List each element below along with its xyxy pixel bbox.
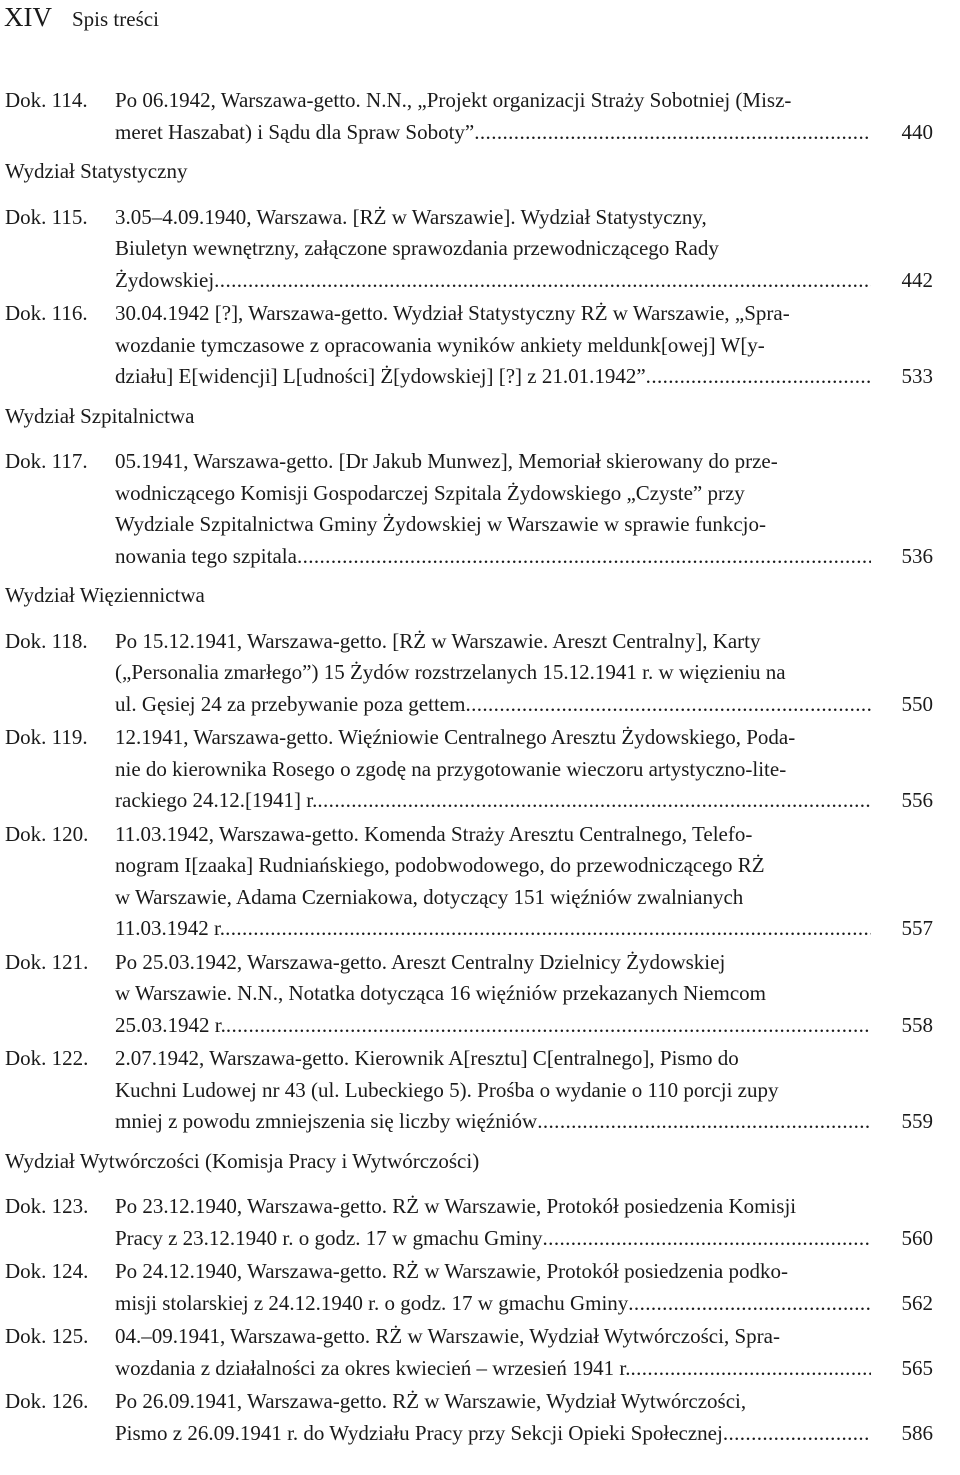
doc-number: Dok. 119.	[5, 725, 88, 749]
doc-number: Dok. 117.	[5, 449, 88, 473]
entry-line: Biuletyn wewnętrzny, załączone sprawozdania przewodniczącego Rady	[115, 236, 719, 260]
page-ref: 558	[901, 1012, 933, 1037]
toc-entry-126[interactable]	[5, 1386, 933, 1449]
page-ref: 565	[901, 1355, 933, 1380]
entry-line: Po 06.1942, Warszawa-getto. N.N., „Projekt organizacji Straży Sobotniej (Misz-	[115, 88, 792, 112]
toc-entry-125[interactable]	[5, 1321, 933, 1384]
toc-entry-115[interactable]	[5, 202, 933, 297]
page-ref: 557	[901, 916, 933, 940]
entry-last-line: wozdania z działalności za okres kwiecień – wrzesień 1941 r. .....	[115, 1353, 871, 1385]
entry-line: 12.1941, Warszawa-getto. Więźniowie Centralnego Aresztu Żydowskiego, Poda-	[115, 725, 796, 749]
doc-number: Dok. 118.	[5, 628, 88, 653]
page-ref: 560	[901, 1225, 933, 1250]
entry-line: 2.07.1942, Warszawa-getto. Kierownik A[resztu] C[entralnego], Pismo do	[115, 1046, 739, 1070]
entry-last-line: mniej z powodu zmniejszenia się liczby więźniów .....	[115, 1106, 871, 1138]
entry-line: 04.–09.1941, Warszawa-getto. RŻ w Warszawie, Wydział Wytwórczości, Spra-	[115, 1324, 780, 1348]
entry-line: wozdanie tymczasowe z opracowania wyników ankiety meldunk[owej] W[y-	[115, 332, 765, 357]
toc-entry-116[interactable]	[5, 298, 933, 393]
entry-body	[115, 819, 933, 945]
entry-body	[115, 626, 933, 721]
entry-line: 30.04.1942 [?], Warszawa-getto. Wydział Statystyczny RŻ w Warszawie, „Spra-	[115, 301, 790, 325]
entry-body	[115, 1386, 933, 1449]
entry-line: 11.03.1942, Warszawa-getto. Komenda Straży Aresztu Centralnego, Telefo-	[115, 821, 753, 846]
entry-line: 3.05–4.09.1940, Warszawa. [RŻ w Warszawie]. Wydział Statystyczny,	[115, 204, 707, 229]
doc-number: Dok. 122.	[5, 1046, 89, 1070]
entry-body	[115, 947, 933, 1042]
doc-number: Dok. 114.	[5, 88, 88, 112]
page-ref: 586	[901, 1420, 933, 1445]
doc-number: Dok. 123.	[5, 1194, 89, 1218]
toc-entry-123[interactable]	[5, 1191, 933, 1254]
page-number-roman: XIV	[4, 2, 52, 32]
toc-entry-124[interactable]	[5, 1256, 933, 1319]
entry-line: Po 26.09.1941, Warszawa-getto. RŻ w Warszawie, Wydział Wytwórczości,	[115, 1389, 747, 1413]
toc-entry-114[interactable]	[5, 85, 933, 148]
entry-line: Po 24.12.1940, Warszawa-getto. RŻ w Warszawie, Protokół posiedzenia podko-	[115, 1259, 788, 1283]
entry-line: Po 23.12.1940, Warszawa-getto. RŻ w Warszawie, Protokół posiedzenia Komisji	[115, 1194, 797, 1218]
entry-last-line: Pracy z 23.12.1940 r. o godz. 17 w gmachu Gminy .....	[115, 1223, 871, 1255]
entry-last-line: 11.03.1942 r. .....	[115, 913, 871, 945]
section-heading: Wydział Wytwórczości (Komisja Pracy i Wytwórczości)	[5, 1148, 480, 1173]
doc-number: Dok. 121.	[5, 949, 89, 974]
entry-last-line: rackiego 24.12.[1941] r. .....	[115, 785, 871, 817]
entry-body	[115, 446, 933, 572]
toc-entry-120[interactable]	[5, 819, 933, 945]
page-ref: 562	[901, 1290, 933, 1315]
page-ref: 550	[901, 691, 933, 716]
entry-line: („Personalia zmarłego”) 15 Żydów rozstrzelanych 15.12.1941 r. w więzieniu na	[115, 660, 786, 684]
entry-body	[115, 722, 933, 817]
page-ref: 536	[901, 543, 933, 568]
entry-last-line: ul. Gęsiej 24 za przebywanie poza gettem .....	[115, 689, 871, 721]
entry-body	[115, 298, 933, 393]
page-header	[4, 2, 159, 33]
page-ref: 442	[901, 267, 933, 292]
entry-line: nie do kierownika Rosego o zgodę na przygotowanie wieczoru artystyczno-lite-	[115, 756, 787, 781]
toc-entry-119[interactable]	[5, 722, 933, 817]
doc-number: Dok. 116.	[5, 301, 88, 325]
entry-line: 05.1941, Warszawa-getto. [Dr Jakub Munwez], Memoriał skierowany do prze-	[115, 449, 778, 473]
entry-last-line: 25.03.1942 r. .....	[115, 1010, 871, 1042]
section-heading: Wydział Więziennictwa	[5, 583, 205, 607]
page-ref: 556	[901, 788, 933, 812]
entry-body	[115, 1191, 933, 1254]
entry-body	[115, 1321, 933, 1384]
entry-line: Po 15.12.1941, Warszawa-getto. [RŻ w Warszawie. Areszt Centralny], Karty	[115, 628, 761, 653]
entry-line: nogram I[zaaka] Rudniańskiego, podobwodowego, do przewodniczącego RŻ	[115, 853, 765, 877]
entry-line: wodniczącego Komisji Gospodarczej Szpitala Żydowskiego „Czyste” przy	[115, 480, 745, 505]
doc-number: Dok. 125.	[5, 1324, 89, 1348]
section-heading: Wydział Szpitalnictwa	[5, 403, 195, 428]
entry-last-line: Żydowskiej .....	[115, 265, 871, 297]
doc-number: Dok. 124.	[5, 1259, 89, 1283]
entry-line: w Warszawie, Adama Czerniakowa, dotyczący 151 więźniów zwalnianych	[115, 884, 744, 909]
entry-last-line: nowania tego szpitala .....	[115, 541, 871, 573]
page-ref: 440	[901, 119, 933, 144]
entry-last-line: meret Haszabat) i Sądu dla Spraw Soboty” .....	[115, 117, 871, 149]
doc-number: Dok. 120.	[5, 821, 89, 846]
page-ref: 533	[901, 364, 933, 388]
page-ref: 559	[901, 1109, 933, 1133]
toc-entry-122[interactable]	[5, 1043, 933, 1138]
entry-line: w Warszawie. N.N., Notatka dotycząca 16 więźniów przekazanych Niemcom	[115, 981, 766, 1005]
entry-body	[115, 1256, 933, 1319]
entry-last-line: misji stolarskiej z 24.12.1940 r. o godz. 17 w gmachu Gminy .....	[115, 1288, 871, 1320]
entry-last-line: działu] E[widencji] L[udności] Ż[ydowskiej] [?] z 21.01.1942” .....	[115, 361, 871, 393]
section-heading: Wydział Statystyczny	[5, 159, 188, 183]
toc-entry-121[interactable]	[5, 947, 933, 1042]
entry-body	[115, 1043, 933, 1138]
doc-number: Dok. 126.	[5, 1389, 89, 1413]
entry-body	[115, 85, 933, 148]
doc-number: Dok. 115.	[5, 204, 88, 229]
entry-line: Wydziale Szpitalnictwa Gminy Żydowskiej w Warszawie w sprawie funkcjo-	[115, 512, 766, 536]
page-title: Spis treści	[72, 7, 159, 31]
entry-last-line: Pismo z 26.09.1941 r. do Wydziału Pracy przy Sekcji Opieki Społecznej .....	[115, 1418, 871, 1450]
toc-content	[5, 85, 933, 1451]
toc-entry-118[interactable]	[5, 626, 933, 721]
entry-line: Kuchni Ludowej nr 43 (ul. Lubeckiego 5). Prośba o wydanie o 110 porcji zupy	[115, 1077, 779, 1102]
entry-body	[115, 202, 933, 297]
toc-entry-117[interactable]	[5, 446, 933, 572]
entry-line: Po 25.03.1942, Warszawa-getto. Areszt Centralny Dzielnicy Żydowskiej	[115, 949, 726, 974]
